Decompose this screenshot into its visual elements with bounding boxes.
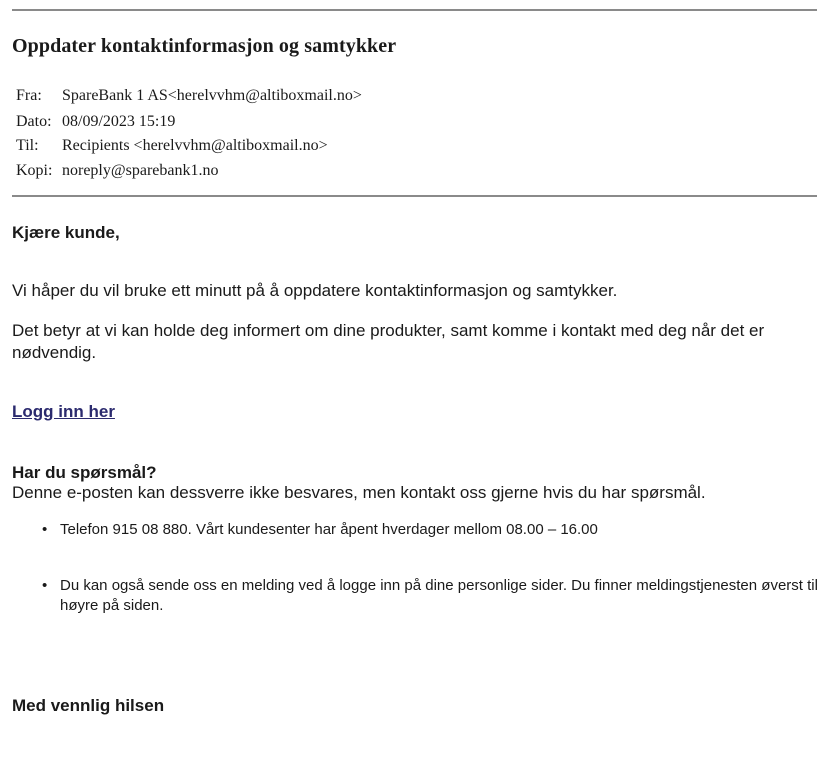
email-subject: Oppdater kontaktinformasjon og samtykker xyxy=(12,35,397,57)
login-link[interactable]: Logg inn her xyxy=(12,402,115,421)
list-item xyxy=(42,520,820,540)
header-to-row xyxy=(16,137,328,155)
closing: Med vennlig hilsen xyxy=(12,696,165,715)
date-label: Dato: xyxy=(16,113,52,130)
header-cc-row xyxy=(16,162,218,180)
to-value: Recipients <herelvvhm@altiboxmail.no> xyxy=(62,137,328,154)
bullet-text-message: Du kan også sende oss en melding ved å logge inn på dine personlige sider. Du finner meldingstjenesten øverst til høyre på siden. xyxy=(60,577,818,614)
questions-heading: Har du spørsmål? xyxy=(12,463,157,482)
bullet-text-phone: Telefon 915 08 880. Vårt kundesenter har åpent hverdager mellom 08.00 – 16.00 xyxy=(60,521,598,538)
header-from-row xyxy=(16,87,362,105)
bullet-icon: • xyxy=(42,521,48,538)
info-paragraph: Det betyr at vi kan holde deg informert om dine produkter, samt komme i kontakt med deg når det er nødvendig. xyxy=(12,321,765,362)
header-divider xyxy=(12,195,817,197)
from-value: SpareBank 1 AS<herelvvhm@altiboxmail.no> xyxy=(62,87,362,104)
greeting: Kjære kunde, xyxy=(12,223,120,242)
to-label: Til: xyxy=(16,137,39,154)
intro-paragraph: Vi håper du vil bruke ett minutt på å oppdatere kontaktinformasjon og samtykker. xyxy=(12,281,618,300)
date-value: 08/09/2023 15:19 xyxy=(62,113,176,130)
bullet-icon: • xyxy=(42,577,48,594)
cc-value: noreply@sparebank1.no xyxy=(62,162,219,179)
questions-text: Denne e-posten kan dessverre ikke besvares, men kontakt oss gjerne hvis du har spørsmål. xyxy=(12,483,706,502)
top-divider xyxy=(12,9,817,11)
cc-label: Kopi: xyxy=(16,162,53,179)
header-date-row xyxy=(16,113,175,131)
from-label: Fra: xyxy=(16,87,42,104)
list-item xyxy=(42,576,820,616)
